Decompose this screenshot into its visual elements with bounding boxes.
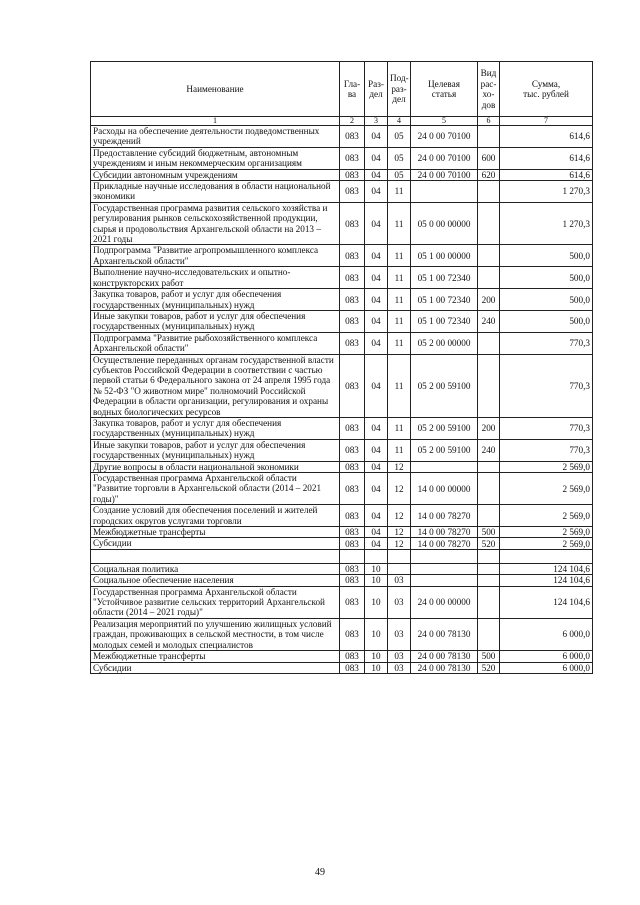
- row-razdel: 04: [365, 461, 388, 472]
- row-razdel: 04: [365, 289, 388, 311]
- row-name: Выполнение научно-исследовательских и опытно-конструкторских работ: [91, 267, 340, 289]
- row-target-article: 05 2 00 00000: [411, 332, 478, 354]
- row-razdel: [365, 549, 388, 563]
- row-expense-type: 500: [478, 527, 500, 538]
- row-glava: 083: [340, 618, 365, 650]
- column-number: 1: [91, 117, 340, 126]
- table-row: [91, 245, 593, 267]
- table-row: [91, 473, 593, 505]
- row-podrazdel: 12: [388, 527, 411, 538]
- row-name: Другие вопросы в области национальной экономики: [91, 461, 340, 472]
- row-expense-type: [478, 332, 500, 354]
- row-razdel: 04: [365, 169, 388, 180]
- header-target: Целевая статья: [411, 62, 478, 117]
- row-razdel: 04: [365, 267, 388, 289]
- row-razdel: 04: [365, 527, 388, 538]
- row-expense-type: [478, 267, 500, 289]
- row-target-article: 24 0 00 78130: [411, 618, 478, 650]
- table-row: [91, 126, 593, 148]
- row-podrazdel: 03: [388, 662, 411, 673]
- row-glava: 083: [340, 538, 365, 549]
- table-row: [91, 505, 593, 527]
- row-sum: 6 000,0: [500, 662, 593, 673]
- row-glava: 083: [340, 586, 365, 618]
- row-target-article: 14 0 00 00000: [411, 473, 478, 505]
- column-number: 7: [500, 117, 593, 126]
- row-expense-type: 200: [478, 289, 500, 311]
- table-row: [91, 575, 593, 586]
- row-name: Реализация мероприятий по улучшению жилищных условий граждан, проживающих в сельской местности, в том числе молодых семей и молодых специалистов: [91, 618, 340, 650]
- row-sum: 124 104,6: [500, 586, 593, 618]
- header-name: Наименование: [91, 62, 340, 117]
- row-glava: 083: [340, 662, 365, 673]
- row-podrazdel: 12: [388, 538, 411, 549]
- row-sum: 2 569,0: [500, 538, 593, 549]
- row-glava: 083: [340, 505, 365, 527]
- row-target-article: 24 0 00 70100: [411, 147, 478, 169]
- row-name: Расходы на обеспечение деятельности подведомственных учреждений: [91, 126, 340, 148]
- row-razdel: 04: [365, 126, 388, 148]
- row-name: Социальное обеспечение населения: [91, 575, 340, 586]
- row-razdel: 04: [365, 439, 388, 461]
- row-name: Межбюджетные трансферты: [91, 651, 340, 662]
- row-sum: 6 000,0: [500, 618, 593, 650]
- header-sum: Сумма, тыс. рублей: [500, 62, 593, 117]
- row-expense-type: [478, 618, 500, 650]
- row-sum: 124 104,6: [500, 563, 593, 574]
- row-target-article: 24 0 00 70100: [411, 126, 478, 148]
- row-glava: 083: [340, 202, 365, 245]
- row-expense-type: [478, 575, 500, 586]
- row-name: Межбюджетные трансферты: [91, 527, 340, 538]
- row-sum: 6 000,0: [500, 651, 593, 662]
- row-target-article: [411, 549, 478, 563]
- row-podrazdel: 11: [388, 245, 411, 267]
- row-podrazdel: 12: [388, 505, 411, 527]
- row-target-article: 05 1 00 72340: [411, 310, 478, 332]
- row-podrazdel: 11: [388, 181, 411, 203]
- row-sum: 770,3: [500, 439, 593, 461]
- row-razdel: 04: [365, 332, 388, 354]
- table-row: [91, 461, 593, 472]
- row-glava: 083: [340, 267, 365, 289]
- row-target-article: 05 2 00 59100: [411, 354, 478, 417]
- row-expense-type: [478, 563, 500, 574]
- row-razdel: 10: [365, 575, 388, 586]
- row-target-article: [411, 461, 478, 472]
- row-podrazdel: 12: [388, 461, 411, 472]
- row-expense-type: 240: [478, 310, 500, 332]
- row-razdel: 04: [365, 147, 388, 169]
- header-razdel: Раз- дел: [365, 62, 388, 117]
- table-row: [91, 147, 593, 169]
- row-razdel: 10: [365, 651, 388, 662]
- row-name: Закупка товаров, работ и услуг для обеспечения государственных (муниципальных) нужд: [91, 289, 340, 311]
- row-name: Иные закупки товаров, работ и услуг для обеспечения государственных (муниципальных) нужд: [91, 439, 340, 461]
- row-expense-type: 520: [478, 662, 500, 673]
- row-razdel: 04: [365, 473, 388, 505]
- table-row: [91, 267, 593, 289]
- row-podrazdel: 11: [388, 354, 411, 417]
- row-expense-type: 600: [478, 147, 500, 169]
- table-row: [91, 538, 593, 549]
- row-target-article: 24 0 00 70100: [411, 169, 478, 180]
- row-glava: 083: [340, 417, 365, 439]
- row-sum: 770,3: [500, 332, 593, 354]
- row-glava: 083: [340, 332, 365, 354]
- row-target-article: 05 0 00 00000: [411, 202, 478, 245]
- row-sum: 614,6: [500, 126, 593, 148]
- row-name: Государственная программа развития сельского хозяйства и регулирования рынков сельскохозяйственной продукции, сырья и продовольствия Архангельской области на 2013 – 2021 годы: [91, 202, 340, 245]
- row-target-article: 14 0 00 78270: [411, 527, 478, 538]
- row-razdel: 10: [365, 662, 388, 673]
- table-row: [91, 586, 593, 618]
- budget-table: [90, 61, 593, 674]
- row-razdel: 10: [365, 586, 388, 618]
- row-podrazdel: 03: [388, 651, 411, 662]
- row-name: Субсидии автономным учреждениям: [91, 169, 340, 180]
- row-glava: 083: [340, 310, 365, 332]
- row-sum: 614,6: [500, 147, 593, 169]
- row-podrazdel: 05: [388, 169, 411, 180]
- row-razdel: 10: [365, 618, 388, 650]
- row-glava: 083: [340, 575, 365, 586]
- row-name: Создание условий для обеспечения поселений и жителей городских округов услугами торговли: [91, 505, 340, 527]
- row-glava: [340, 549, 365, 563]
- column-number: 6: [478, 117, 500, 126]
- row-podrazdel: 11: [388, 310, 411, 332]
- column-number: 4: [388, 117, 411, 126]
- table-row: [91, 662, 593, 673]
- row-name: Социальная политика: [91, 563, 340, 574]
- row-expense-type: [478, 505, 500, 527]
- row-glava: 083: [340, 461, 365, 472]
- row-expense-type: [478, 354, 500, 417]
- row-glava: 083: [340, 473, 365, 505]
- row-sum: 2 569,0: [500, 461, 593, 472]
- row-podrazdel: 11: [388, 332, 411, 354]
- row-glava: 083: [340, 354, 365, 417]
- row-target-article: 05 1 00 72340: [411, 289, 478, 311]
- row-podrazdel: [388, 549, 411, 563]
- row-sum: 500,0: [500, 310, 593, 332]
- row-glava: 083: [340, 245, 365, 267]
- row-podrazdel: 11: [388, 289, 411, 311]
- row-razdel: 04: [365, 181, 388, 203]
- table-row: [91, 439, 593, 461]
- row-name: Иные закупки товаров, работ и услуг для обеспечения государственных (муниципальных) нужд: [91, 310, 340, 332]
- row-expense-type: 240: [478, 439, 500, 461]
- table-row: [91, 310, 593, 332]
- row-podrazdel: 11: [388, 439, 411, 461]
- header-podrazdel: Под- раз- дел: [388, 62, 411, 117]
- row-name: Субсидии: [91, 538, 340, 549]
- column-number: 3: [365, 117, 388, 126]
- row-sum: 500,0: [500, 245, 593, 267]
- table-body: [91, 126, 593, 674]
- row-name: Прикладные научные исследования в области национальной экономики: [91, 181, 340, 203]
- row-razdel: 04: [365, 310, 388, 332]
- row-sum: 500,0: [500, 267, 593, 289]
- table-row: [91, 169, 593, 180]
- row-sum: 2 569,0: [500, 527, 593, 538]
- row-razdel: 10: [365, 563, 388, 574]
- row-name: Закупка товаров, работ и услуг для обеспечения государственных (муниципальных) нужд: [91, 417, 340, 439]
- row-target-article: 24 0 00 78130: [411, 651, 478, 662]
- row-podrazdel: 05: [388, 147, 411, 169]
- row-target-article: 05 2 00 59100: [411, 417, 478, 439]
- row-sum: [500, 549, 593, 563]
- table-row: [91, 332, 593, 354]
- row-name: [91, 549, 340, 563]
- row-target-article: 14 0 00 78270: [411, 505, 478, 527]
- header-glava: Гла- ва: [340, 62, 365, 117]
- row-sum: 2 569,0: [500, 473, 593, 505]
- row-name: Субсидии: [91, 662, 340, 673]
- row-glava: 083: [340, 563, 365, 574]
- row-target-article: 24 0 00 78130: [411, 662, 478, 673]
- table-row: [91, 417, 593, 439]
- row-glava: 083: [340, 527, 365, 538]
- row-glava: 083: [340, 126, 365, 148]
- table-row: [91, 618, 593, 650]
- table-row: [91, 202, 593, 245]
- row-expense-type: 620: [478, 169, 500, 180]
- row-name: Осуществление переданных органам государственной власти субъектов Российской Федерации в соответствии с частью первой статьи 6 Федерального закона от 24 апреля 1995 года № 52-ФЗ "О животном мире" полномочий Российской Федерации в области организации, регулирования и охраны водных биологических ресурсов: [91, 354, 340, 417]
- row-razdel: 04: [365, 245, 388, 267]
- row-target-article: 05 1 00 72340: [411, 267, 478, 289]
- row-podrazdel: 03: [388, 575, 411, 586]
- table-row: [91, 549, 593, 563]
- row-target-article: 24 0 00 00000: [411, 586, 478, 618]
- row-expense-type: 200: [478, 417, 500, 439]
- row-podrazdel: 11: [388, 267, 411, 289]
- table-row: [91, 651, 593, 662]
- row-sum: 1 270,3: [500, 202, 593, 245]
- header-row: [91, 62, 593, 117]
- row-name: Государственная программа Архангельской области "Устойчивое развитие сельских территорий Архангельской области (2014 – 2021 годы)": [91, 586, 340, 618]
- table-row: [91, 181, 593, 203]
- row-expense-type: [478, 586, 500, 618]
- row-expense-type: [478, 549, 500, 563]
- row-podrazdel: [388, 563, 411, 574]
- row-target-article: [411, 563, 478, 574]
- page-number: 49: [315, 867, 325, 878]
- row-razdel: 04: [365, 417, 388, 439]
- table-row: [91, 527, 593, 538]
- row-glava: 083: [340, 181, 365, 203]
- row-expense-type: [478, 126, 500, 148]
- row-target-article: 05 1 00 00000: [411, 245, 478, 267]
- row-podrazdel: 05: [388, 126, 411, 148]
- row-name: Государственная программа Архангельской области "Развитие торговли в Архангельской области (2014 – 2021 годы)": [91, 473, 340, 505]
- row-sum: 614,6: [500, 169, 593, 180]
- row-name: Подпрограмма "Развитие рыбохозяйственного комплекса Архангельской области": [91, 332, 340, 354]
- row-razdel: 04: [365, 202, 388, 245]
- row-name: Предоставление субсидий бюджетным, автономным учреждениям и иным некоммерческим организациям: [91, 147, 340, 169]
- table-row: [91, 563, 593, 574]
- row-sum: 1 270,3: [500, 181, 593, 203]
- row-glava: 083: [340, 147, 365, 169]
- row-sum: 770,3: [500, 354, 593, 417]
- row-expense-type: 500: [478, 651, 500, 662]
- row-podrazdel: 03: [388, 586, 411, 618]
- column-number: 2: [340, 117, 365, 126]
- row-expense-type: [478, 461, 500, 472]
- row-sum: 500,0: [500, 289, 593, 311]
- row-glava: 083: [340, 651, 365, 662]
- row-glava: 083: [340, 169, 365, 180]
- column-number: 5: [411, 117, 478, 126]
- table-row: [91, 354, 593, 417]
- row-target-article: 05 2 00 59100: [411, 439, 478, 461]
- row-expense-type: 520: [478, 538, 500, 549]
- column-number-row: [91, 117, 593, 126]
- row-podrazdel: 11: [388, 202, 411, 245]
- row-razdel: 04: [365, 354, 388, 417]
- row-target-article: [411, 575, 478, 586]
- row-podrazdel: 12: [388, 473, 411, 505]
- row-razdel: 04: [365, 505, 388, 527]
- row-expense-type: [478, 181, 500, 203]
- row-glava: 083: [340, 439, 365, 461]
- row-expense-type: [478, 202, 500, 245]
- row-podrazdel: 11: [388, 417, 411, 439]
- header-vid: Вид рас- хо- дов: [478, 62, 500, 117]
- row-podrazdel: 03: [388, 618, 411, 650]
- table-row: [91, 289, 593, 311]
- row-razdel: 04: [365, 538, 388, 549]
- row-expense-type: [478, 473, 500, 505]
- row-glava: 083: [340, 289, 365, 311]
- row-sum: 2 569,0: [500, 505, 593, 527]
- row-sum: 124 104,6: [500, 575, 593, 586]
- row-expense-type: [478, 245, 500, 267]
- row-name: Подпрограмма "Развитие агропромышленного комплекса Архангельской области": [91, 245, 340, 267]
- row-target-article: [411, 181, 478, 203]
- row-sum: 770,3: [500, 417, 593, 439]
- row-target-article: 14 0 00 78270: [411, 538, 478, 549]
